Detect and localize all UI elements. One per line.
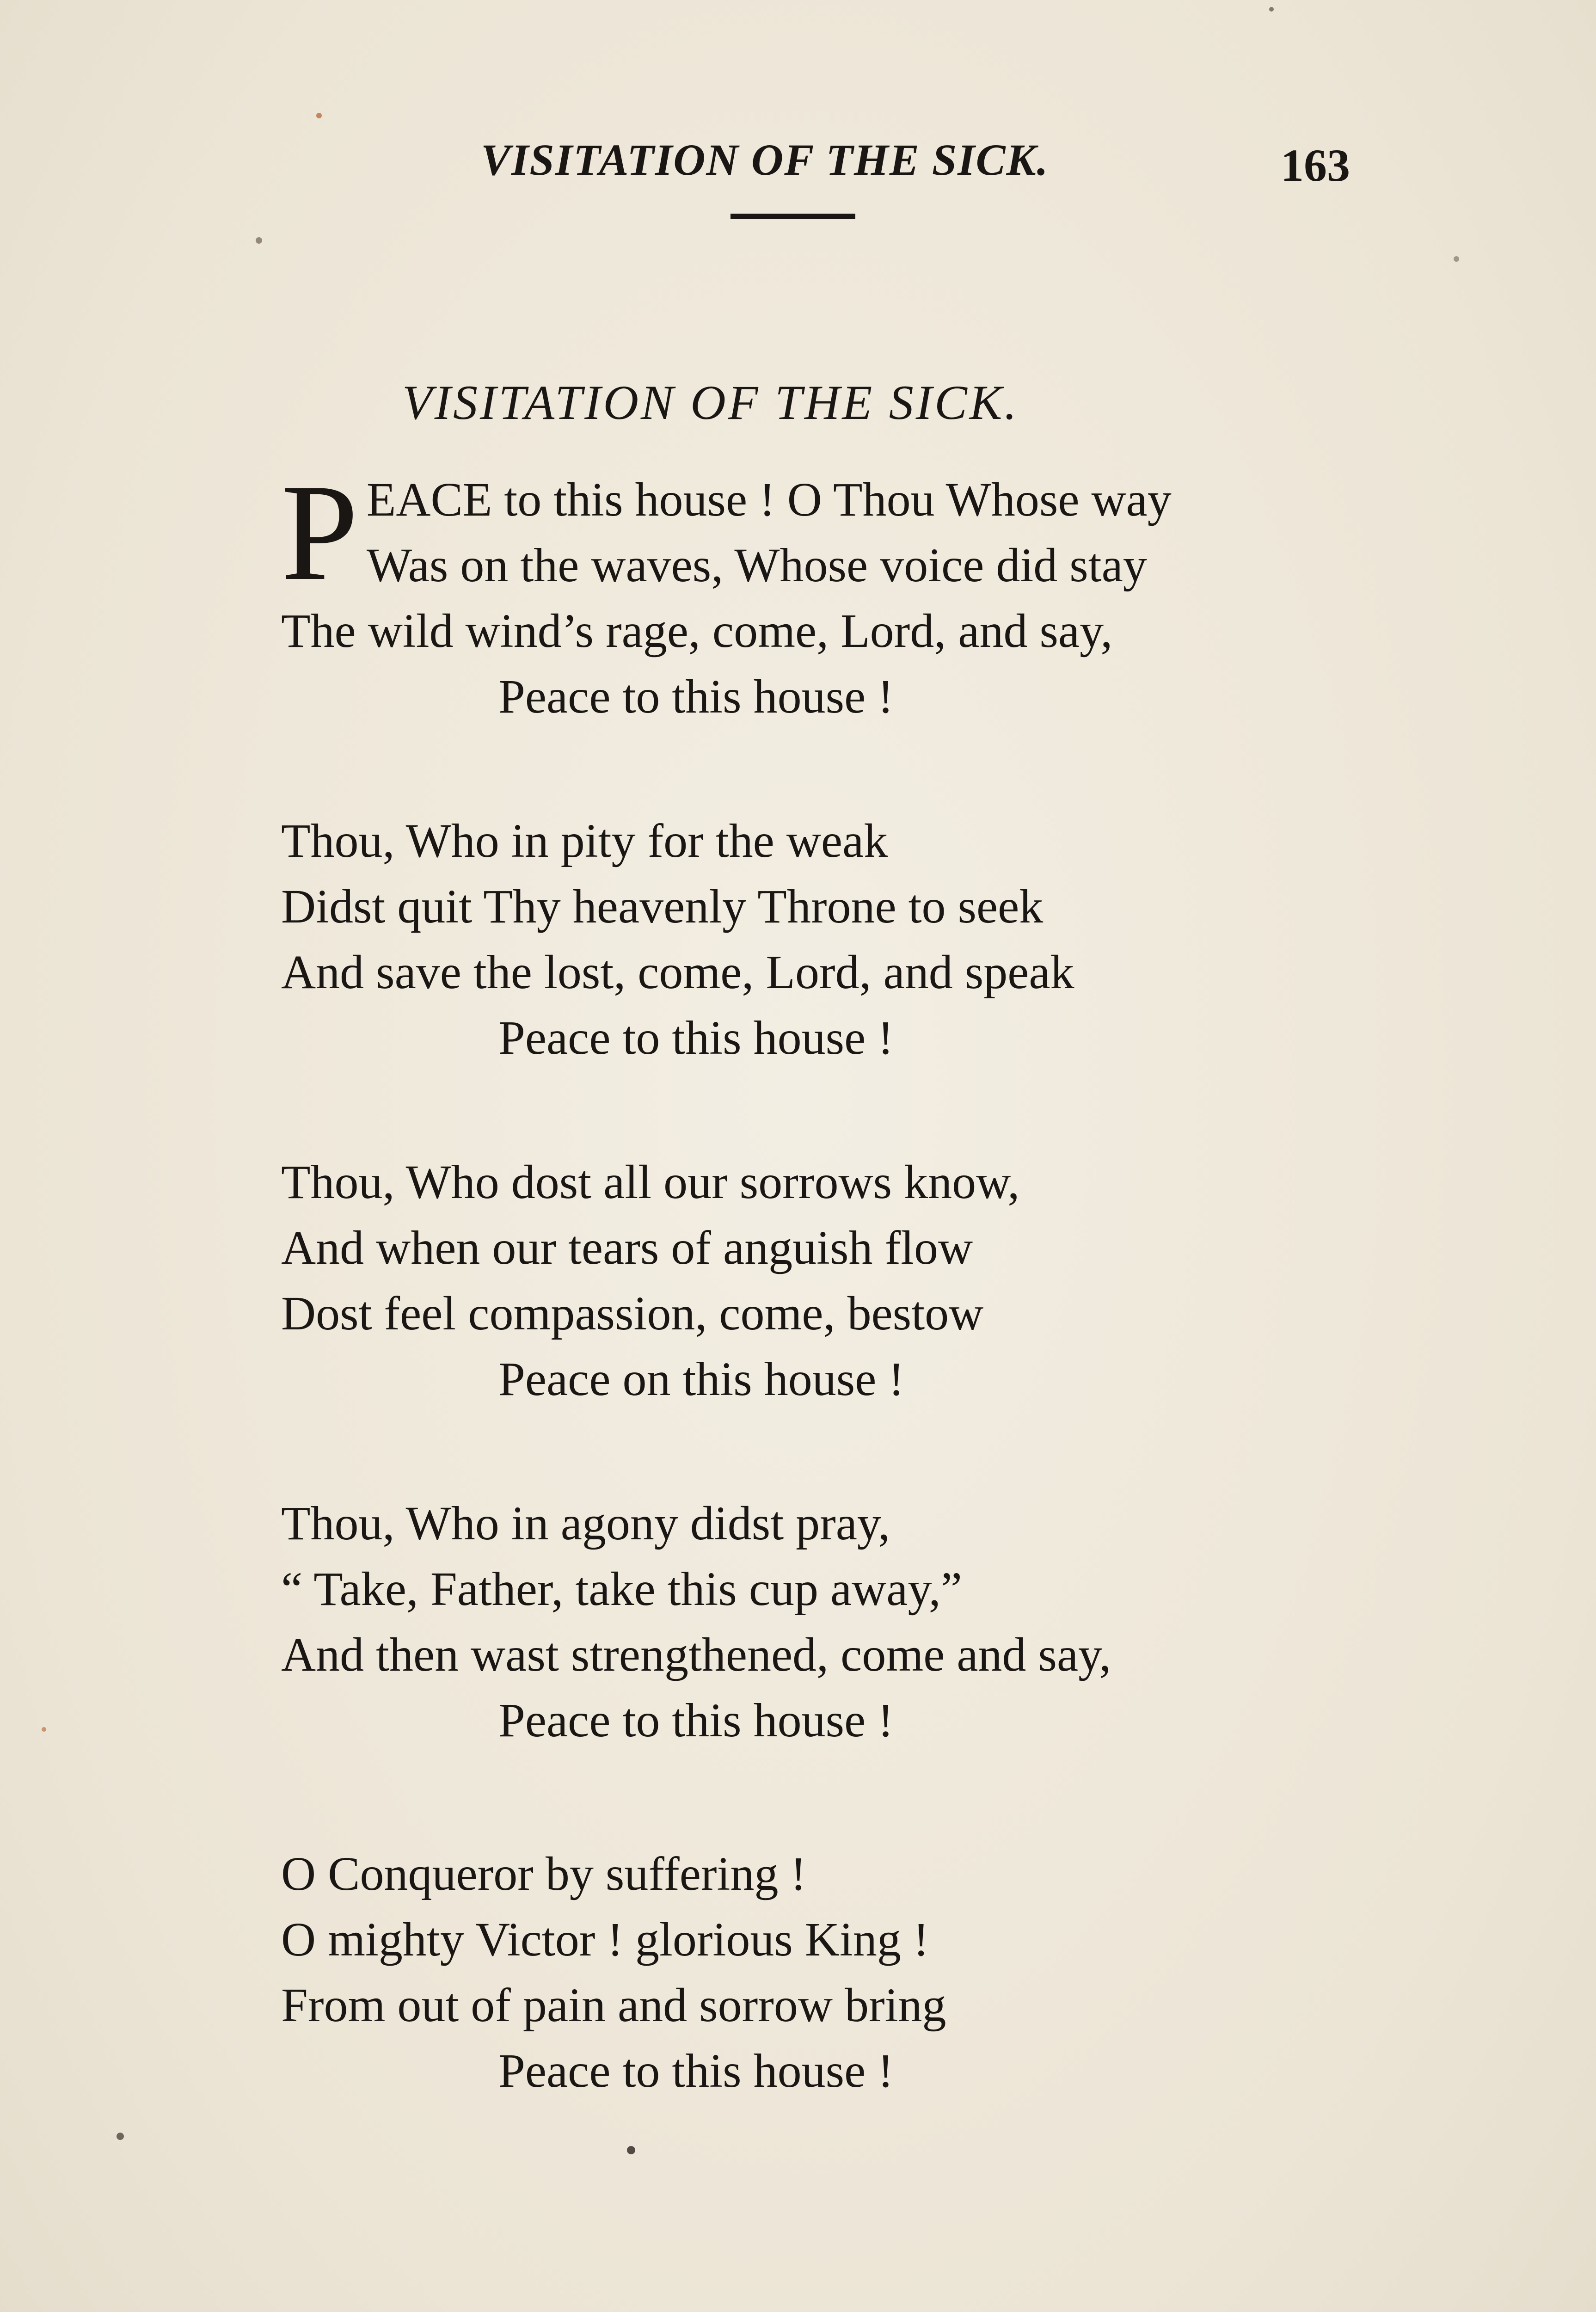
stanza-5	[281, 1841, 1381, 2104]
stanza-2	[281, 808, 1381, 1071]
page-number: 163	[1281, 140, 1350, 191]
poem-refrain: Peace on this house !	[498, 1353, 905, 1406]
poem-line: Was on the waves, Whose voice did stay	[366, 539, 1147, 592]
poem-refrain: Peace to this house !	[498, 1694, 894, 1747]
poem-line: Didst quit Thy heavenly Throne to seek	[281, 880, 1044, 933]
running-header: VISITATION OF THE SICK.	[481, 135, 1049, 184]
poem-refrain: Peace to this house !	[498, 670, 894, 723]
poem-line: Dost feel compassion, come, bestow	[281, 1287, 984, 1340]
poem-body	[281, 455, 1381, 2104]
poem-line: O mighty Victor ! glorious King !	[281, 1913, 929, 1966]
poem-line: And then wast strengthened, come and say,	[281, 1628, 1111, 1681]
poem-refrain: Peace to this house !	[498, 2044, 894, 2097]
poem-title: VISITATION OF THE SICK.	[402, 375, 1019, 430]
poem-line: Thou, Who in pity for the weak	[281, 814, 888, 867]
stanza-4	[281, 1491, 1381, 1753]
poem-line: Thou, Who dost all our sorrows know,	[281, 1156, 1020, 1209]
stanza-1	[281, 455, 1381, 730]
poem-line: “ Take, Father, take this cup away,”	[281, 1562, 962, 1616]
poem-line: O Conqueror by suffering !	[281, 1847, 807, 1900]
poem-line: The wild wind’s rage, come, Lord, and say,	[281, 604, 1113, 658]
poem-line: And when our tears of anguish flow	[281, 1221, 973, 1274]
poem-line: And save the lost, come, Lord, and speak	[281, 946, 1074, 999]
stanza-3	[281, 1150, 1381, 1412]
poem-line: EACE to this house ! O Thou Whose way	[366, 473, 1172, 526]
poem-refrain: Peace to this house !	[498, 1011, 894, 1064]
poem-line: From out of pain and sorrow bring	[281, 1979, 946, 2032]
drop-cap: P	[281, 455, 358, 609]
poem-line: Thou, Who in agony didst pray,	[281, 1497, 890, 1550]
header-rule	[730, 214, 855, 219]
